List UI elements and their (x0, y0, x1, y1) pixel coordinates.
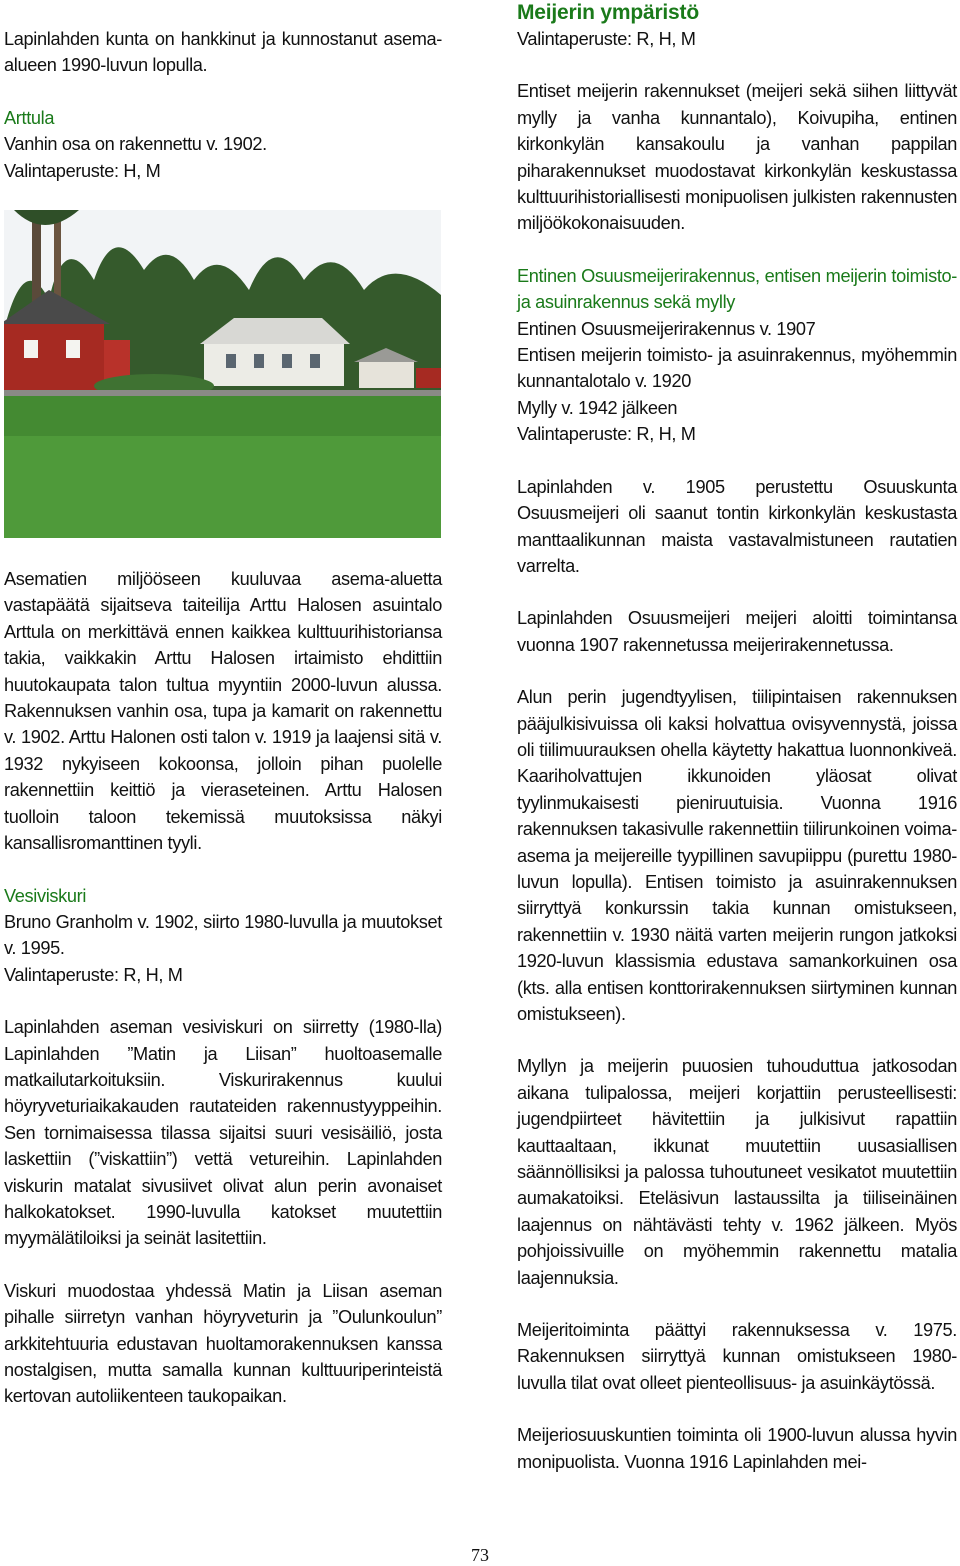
photo-white-window (226, 354, 236, 368)
paragraph-2: Lapinlahden Osuusmeijeri meijeri aloitti toimintansa vuonna 1907 rakennetussa meijerirakennetussa. (517, 608, 957, 655)
section-criteria: Valintaperuste: R, H, M (517, 29, 696, 49)
subsection-line-3: Mylly v. 1942 jälkeen (517, 397, 678, 418)
photo-white-house (204, 342, 344, 386)
photo-white-window (254, 354, 264, 368)
vesiviskuri-body-1: Lapinlahden aseman vesiviskuri on siirretty (1980-lla) Lapinlahden ”Matin ja Liisan” huoltoasemalle matkailutarkoituksiin. Viskurirakennus kuului höyryveturiaikakauden rautateiden rakennustyyppeihin. Sen tornimaisessa tilassa sijaitsi suuri vesisäiliö, josta laskettiin (”viskattiin”) vettä vetureihin. Lapinlahden viskurin matalat sivusiivet olivat alun perin avonaiset halkokatokset. 1990-luvulla katokset muutettiin myymälätiloiksi ja seinät lasitettiin. (4, 1017, 442, 1249)
paragraph-5: Meijeritoiminta päättyi rakennuksessa v. 1975. Rakennuksen siirryttyä kunnan omistukseen 1980-luvulla tilat ovat olleet pienteollisuus- ja asuinkäytössä. (517, 1320, 957, 1393)
photo-white-window (310, 354, 320, 368)
vesiviskuri-title: Vesiviskuri (4, 885, 87, 906)
photo-red-window (66, 340, 80, 358)
arttula-title: Arttula (4, 107, 55, 128)
arttula-built-line: Vanhin osa on rakennettu v. 1902. (4, 134, 267, 155)
paragraph-4: Myllyn ja meijerin puuosien tuhouduttua jatkosodan aikana tulipalossa, meijeri korjattiin perusteellisesti: jugendpiirteet hävitettiin ja julkisivut rapattiin kauttaaltaan, ikkunat muutettiin uusasiallisen säännöllisiksi ja palossa tuhoutuneet vesikatot muutettiin aumakatoiksi. Eteläsivun lastaussilta ja tiiliseinäinen laajennus on nähtävästi tehty v. 1962 jälkeen. Myös pohjoissivuille on myöhemmin rakennettu matalia laajennuksia. (517, 1056, 957, 1288)
vesiviskuri-body-2: Viskuri muodostaa yhdessä Matin ja Liisan aseman pihalle siirretyn vanhan höyryveturin ja ”Oulunkoulun” arkkitehtuuria edustavan huoltamorakennuksen kanssa nostalgisen, mutta samalla kunnan kulttuuriperinteistä kertovan autoliikenteen taukopaikan. (4, 1280, 442, 1407)
paragraph-6: Meijeriosuuskuntien toiminta oli 1900-luvun alussa hyvin monipuolista. Vuonna 1916 Lapinlahden mei- (517, 1425, 957, 1472)
photo-white-window (282, 354, 292, 368)
page-number: 73 (471, 1545, 489, 1565)
subsection-criteria: Valintaperuste: R, H, M (517, 424, 696, 445)
vesiviskuri-criteria: Valintaperuste: R, H, M (4, 964, 183, 985)
subsection-title: Entinen Osuusmeijerirakennus, entisen meijerin toimisto- ja asuinrakennus sekä mylly (517, 265, 957, 313)
photo-shed-red (416, 368, 441, 388)
photo-grass-shade (4, 396, 441, 436)
subsection-line-1: Entinen Osuusmeijerirakennus v. 1907 (517, 318, 816, 339)
right-column (517, 0, 957, 1475)
arttula-body: Asematien miljööseen kuuluvaa asema-aluetta vastapäätä sijaitseva taiteilija Arttu Halosen asuintalo Arttula on merkittävä ennen kaikkea kulttuurihistoriansa takia, vaikkakin Arttu Halosen irtaimisto ehdittiin huutokaupata talon tultua myyntiin 2000-luvun alussa. Rakennuksen vanhin osa, tupa ja kamarit on rakennettu v. 1902. Arttu Halonen osti talon v. 1919 ja laajensi sitä v. 1932 nykyiseen kokoonsa, jolloin pihan puolelle rakennettiin keittiö ja vieraseteinen. Arttu Halosen tuolloin taloon tekemissä muutoksissa näkyi kansallisromanttinen tyyli. (4, 569, 442, 854)
photo-red-window (24, 340, 38, 358)
photo-red-house (4, 322, 104, 394)
photo-shed (359, 360, 414, 388)
arttula-criteria: Valintaperuste: H, M (4, 160, 161, 181)
section-body: Entiset meijerin rakennukset (meijeri sekä siihen liittyvät mylly ja vanha kunnantalo), Koivupiha, entinen kirkonkylän kansakoulu ja vanhan pappilan piharakennukset muodostavat kirkonkylän keskustassa kulttuurihistoriallisesti monipuolisen julkisten rakennusten miljöökokonaisuuden. (517, 81, 957, 234)
subsection-line-2: Entisen meijerin toimisto- ja asuinrakennus, myöhemmin kunnantalotalo v. 1920 (517, 345, 957, 392)
paragraph-1: Lapinlahden v. 1905 perustettu Osuuskunta Osuusmeijeri oli saanut tontin kirkonkylän keskustasta manttaalikunnan maista vastavalmistuneen rautatien varrelta. (517, 476, 957, 576)
paragraph-3: Alun perin jugendtyylisen, tiilipintaisen rakennuksen pääjulkisivuissa oli kaksi holvattua ovisyvennystä, joissa oli tiilimuurauksen ohella käytetty hakattua luonnonkiveä. Kaariholvattujen ikkunoiden yläosat olivat tyylinmukaisesti pieniruutuisia. Vuonna 1916 rakennuksen takasivulle rakennettiin tiilirunkoinen voima-asema ja meijereille tyypillinen savupiippu (purettu 1980-luvun lopulla). Entisen toimisto ja asuinrakennuksen siirryttyä konkurssin takia kunnan omistukseen, rakennettiin v. 1930 näitä varten meijerin rungon jatkoksi 1920-luvun klassismia edustava samankorkuinen osa (kts. alla entisen konttorirakennuksen siirtyminen kunnan omistukseen). (517, 687, 957, 1024)
intro-paragraph: Lapinlahden kunta on hankkinut ja kunnostanut asema-alueen 1990-luvun lopulla. (4, 29, 442, 76)
vesiviskuri-built-line: Bruno Granholm v. 1902, siirto 1980-luvulla ja muutokset v. 1995. (4, 911, 442, 959)
section-title: Meijerin ympäristö (517, 1, 699, 24)
arttula-house-photo-icon (4, 210, 441, 538)
